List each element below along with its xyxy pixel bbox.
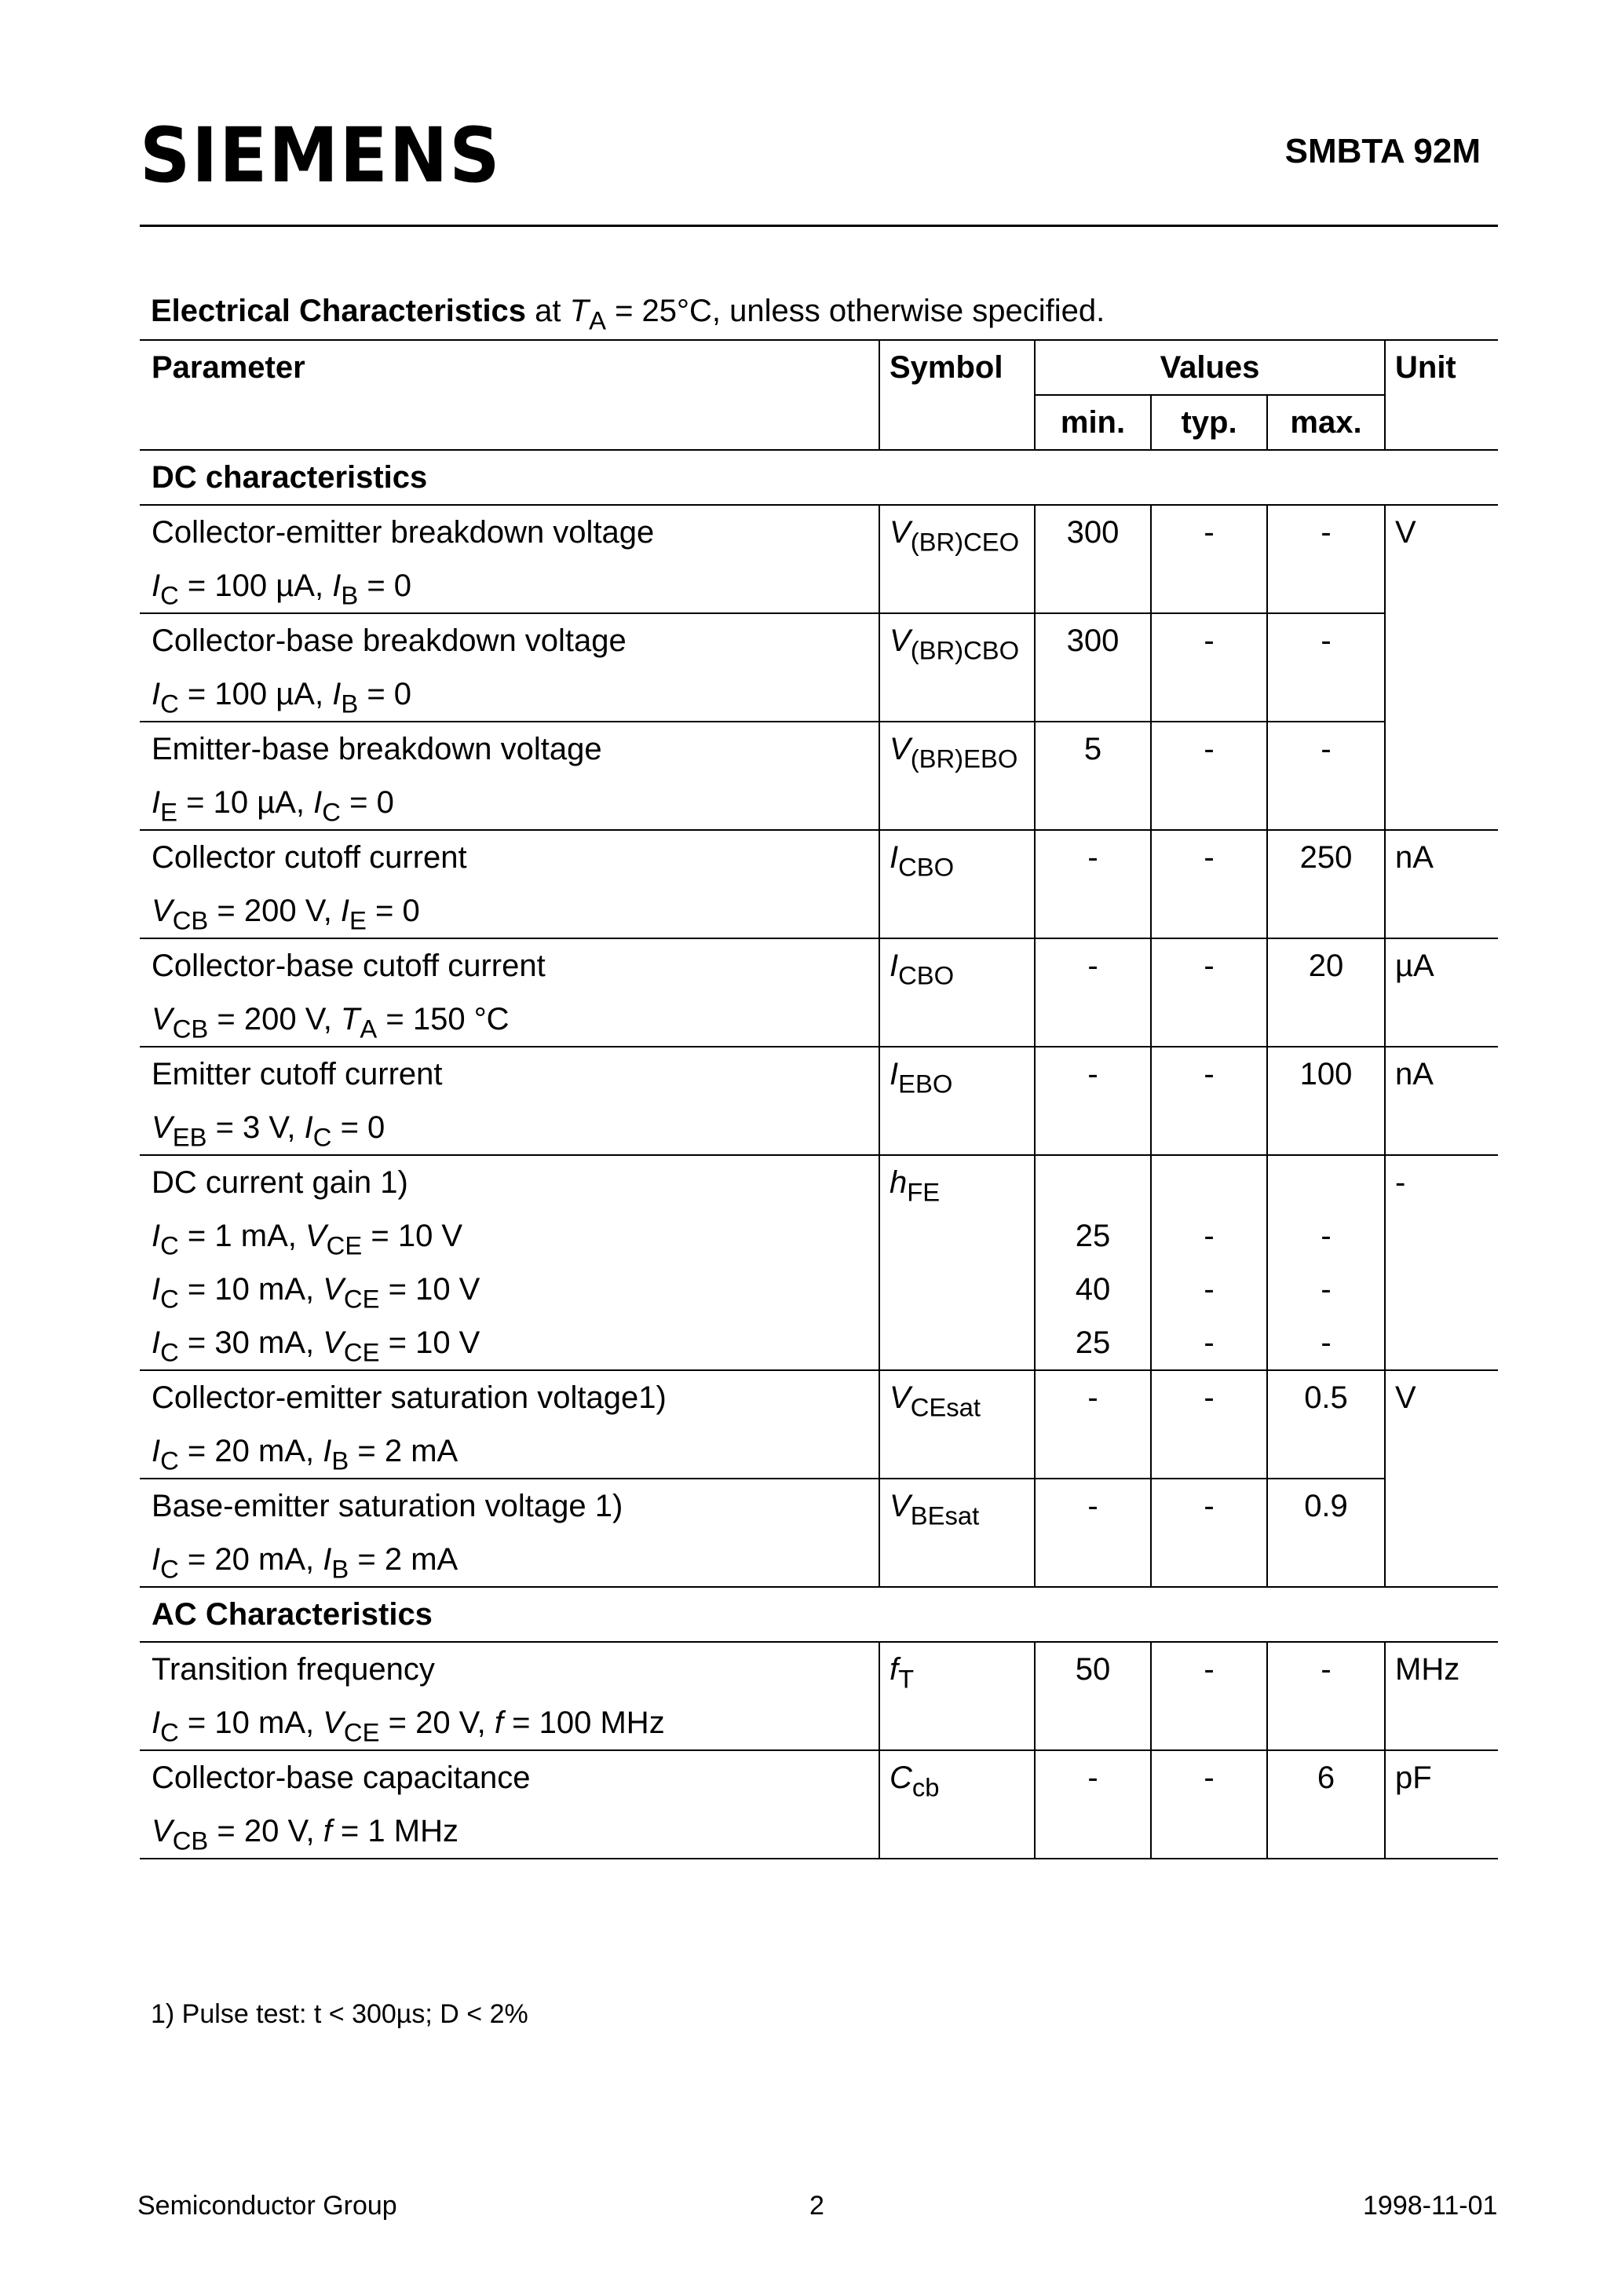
test-condition xyxy=(152,1696,879,1749)
col-header-values: Values xyxy=(1035,340,1385,395)
max-cell xyxy=(1267,1479,1385,1587)
text-part: (BR)CBO xyxy=(910,635,1020,665)
typ-cell xyxy=(1151,1047,1267,1155)
table-row xyxy=(140,1642,1498,1750)
max-cell xyxy=(1267,1750,1385,1859)
text-part: CB xyxy=(172,1826,209,1855)
text-part: = 200 V, xyxy=(208,894,341,928)
typ-value: - xyxy=(1204,1057,1215,1091)
text-part: = 20 V, xyxy=(208,1814,323,1848)
unit-cell: MHz xyxy=(1385,1642,1498,1750)
symbol-cell xyxy=(879,722,1035,830)
text-part: T xyxy=(898,1664,915,1694)
max-value: 20 xyxy=(1308,949,1344,983)
text-part: = 10 mA, xyxy=(178,1706,323,1740)
electrical-characteristics-table xyxy=(140,339,1498,1859)
header-divider xyxy=(140,225,1498,227)
test-condition xyxy=(152,776,879,829)
symbol xyxy=(890,1047,1034,1101)
parameter-name: Collector-base breakdown voltage xyxy=(152,623,627,658)
min-cell xyxy=(1035,505,1151,613)
text-part: = 1 MHz xyxy=(331,1814,458,1848)
text-part: C xyxy=(160,1717,179,1747)
text-part: f xyxy=(494,1706,504,1740)
text-part: CBO xyxy=(898,960,955,990)
max-value: - xyxy=(1321,515,1332,550)
parameter-name: Collector cutoff current xyxy=(152,840,467,875)
text-part: = 10 V xyxy=(379,1325,480,1360)
text-part: I xyxy=(323,1542,332,1577)
table-row xyxy=(140,938,1498,1047)
text-part: CB xyxy=(172,905,209,935)
symbol-cell xyxy=(879,830,1035,938)
text-part: V xyxy=(890,1489,911,1523)
caption-bold: Electrical Characteristics xyxy=(151,294,527,328)
text-part: = 0 xyxy=(358,677,412,711)
parameter-cell xyxy=(140,1642,879,1750)
text-part: CE xyxy=(343,1284,380,1314)
typ-value: - xyxy=(1204,1489,1215,1523)
test-condition xyxy=(152,1101,879,1154)
typ-value: - xyxy=(1204,1272,1215,1307)
text-part: h xyxy=(890,1165,908,1200)
text-part: CBO xyxy=(898,852,955,882)
min-value: - xyxy=(1087,1057,1098,1091)
caption-post: = 25°C, unless otherwise specified. xyxy=(605,294,1105,328)
col-header-max: max. xyxy=(1267,395,1385,450)
max-value: - xyxy=(1321,1272,1332,1307)
text-part: = 10 mA, xyxy=(178,1272,323,1307)
min-cell xyxy=(1035,613,1151,722)
min-value: 40 xyxy=(1075,1272,1111,1307)
text-part: = 10 µA, xyxy=(177,785,314,820)
min-value: 300 xyxy=(1066,623,1120,658)
min-cell xyxy=(1035,1750,1151,1859)
max-cell xyxy=(1267,938,1385,1047)
min-cell xyxy=(1035,938,1151,1047)
parameter-cell xyxy=(140,1479,879,1587)
text-part: CE xyxy=(343,1337,380,1367)
text-part: C xyxy=(160,1284,179,1314)
unit-cell: - xyxy=(1385,1155,1498,1370)
table-row xyxy=(140,505,1498,613)
min-value: - xyxy=(1087,949,1098,983)
typ-cell xyxy=(1151,505,1267,613)
max-cell xyxy=(1267,1370,1385,1479)
text-part: = 0 xyxy=(366,894,420,928)
max-cell xyxy=(1267,1047,1385,1155)
text-part: = 150 °C xyxy=(377,1002,510,1036)
max-value: - xyxy=(1321,1325,1332,1360)
text-part: V xyxy=(890,623,911,658)
text-part: = 30 mA, xyxy=(178,1325,323,1360)
text-part: f xyxy=(890,1652,899,1687)
col-header-symbol: Symbol xyxy=(879,340,1035,450)
test-condition xyxy=(152,667,879,721)
text-part: I xyxy=(304,1110,313,1145)
max-value: - xyxy=(1321,1219,1332,1253)
text-part: C xyxy=(312,1122,332,1152)
siemens-logo: SIEMENS xyxy=(140,112,502,199)
text-part: C xyxy=(160,580,179,610)
ac-section-row xyxy=(140,1587,1498,1642)
min-value: - xyxy=(1087,1489,1098,1523)
parameter-cell xyxy=(140,1047,879,1155)
text-part: C xyxy=(160,1337,179,1367)
unit-cell: V xyxy=(1385,505,1498,830)
text-part: V xyxy=(305,1219,327,1253)
text-part: = 10 V xyxy=(379,1272,480,1307)
min-value: - xyxy=(1087,1380,1098,1415)
text-part: I xyxy=(340,894,350,928)
typ-value: - xyxy=(1204,1219,1215,1253)
col-header-parameter: Parameter xyxy=(140,340,879,450)
symbol-cell xyxy=(879,938,1035,1047)
min-cell xyxy=(1035,1370,1151,1479)
symbol xyxy=(890,1751,1034,1804)
text-part: I xyxy=(152,569,161,603)
parameter-name: DC current gain 1) xyxy=(152,1165,408,1200)
min-cell xyxy=(1035,830,1151,938)
typ-value: - xyxy=(1204,623,1215,658)
text-part: V xyxy=(152,894,173,928)
typ-cell xyxy=(1151,1642,1267,1750)
footer-page-number: 2 xyxy=(809,2191,824,2221)
min-cell xyxy=(1035,1047,1151,1155)
text-part: cb xyxy=(911,1772,940,1802)
typ-cell xyxy=(1151,613,1267,722)
typ-value: - xyxy=(1204,840,1215,875)
text-part: = 100 MHz xyxy=(503,1706,665,1740)
dc-section-row xyxy=(140,450,1498,505)
max-value: - xyxy=(1321,623,1332,658)
text-part: A xyxy=(360,1014,378,1044)
typ-cell xyxy=(1151,1155,1267,1370)
text-part: BEsat xyxy=(910,1501,980,1530)
text-part: C xyxy=(160,689,179,718)
min-cell xyxy=(1035,1479,1151,1587)
parameter-name: Collector-emitter saturation voltage1) xyxy=(152,1380,667,1415)
text-part: V xyxy=(323,1706,344,1740)
typ-value: - xyxy=(1204,1380,1215,1415)
table-row xyxy=(140,1479,1498,1587)
typ-value xyxy=(1152,1156,1266,1209)
text-part: V xyxy=(890,515,911,550)
col-header-typ: typ. xyxy=(1151,395,1267,450)
min-value: - xyxy=(1087,840,1098,875)
parameter-cell xyxy=(140,1750,879,1859)
unit-cell: µA xyxy=(1385,938,1498,1047)
text-part: I xyxy=(152,785,161,820)
min-cell xyxy=(1035,1642,1151,1750)
max-value: 100 xyxy=(1299,1057,1353,1091)
text-part: V xyxy=(323,1325,344,1360)
text-part: = 20 mA, xyxy=(178,1434,323,1468)
unit-cell: V xyxy=(1385,1370,1498,1587)
symbol xyxy=(890,939,1034,993)
text-part: EBO xyxy=(898,1069,953,1099)
parameter-name: Collector-base cutoff current xyxy=(152,949,546,983)
min-value: 5 xyxy=(1083,732,1102,766)
text-part: = 0 xyxy=(340,785,394,820)
parameter-cell xyxy=(140,1155,879,1370)
unit-cell: nA xyxy=(1385,1047,1498,1155)
max-value xyxy=(1268,1156,1384,1209)
max-cell xyxy=(1267,1642,1385,1750)
table-row xyxy=(140,1155,1498,1370)
table-row xyxy=(140,613,1498,722)
max-cell xyxy=(1267,1155,1385,1370)
text-part: I xyxy=(152,677,161,711)
text-part: CEsat xyxy=(910,1392,981,1422)
min-value: 50 xyxy=(1075,1652,1111,1687)
text-part: V xyxy=(890,732,911,766)
text-part: = 3 V, xyxy=(206,1110,305,1145)
text-part: B xyxy=(331,1446,349,1475)
text-part: = 100 µA, xyxy=(178,569,333,603)
max-value: 0.9 xyxy=(1304,1489,1348,1523)
part-number: SMBTA 92M xyxy=(1284,132,1481,170)
text-part: I xyxy=(152,1325,161,1360)
table-row xyxy=(140,830,1498,938)
typ-cell xyxy=(1151,722,1267,830)
text-part: V xyxy=(890,1380,911,1415)
text-part: C xyxy=(322,797,341,827)
footer-left: Semiconductor Group xyxy=(137,2191,397,2221)
parameter-name: Collector-base capacitance xyxy=(152,1760,531,1795)
text-part: EB xyxy=(172,1122,207,1152)
text-part: CB xyxy=(172,1014,209,1044)
text-part: I xyxy=(323,1434,332,1468)
text-part: V xyxy=(152,1002,173,1036)
text-part: I xyxy=(152,1706,161,1740)
text-part: = 20 V, xyxy=(379,1706,495,1740)
text-part: = 0 xyxy=(331,1110,385,1145)
max-value: - xyxy=(1321,1652,1332,1687)
text-part: = 200 V, xyxy=(208,1002,341,1036)
test-condition xyxy=(152,1209,879,1263)
symbol xyxy=(890,722,1034,776)
col-header-unit: Unit xyxy=(1385,340,1498,450)
typ-value: - xyxy=(1204,1652,1215,1687)
ac-section-title: AC Characteristics xyxy=(140,1587,1498,1642)
typ-cell xyxy=(1151,1370,1267,1479)
parameter-cell xyxy=(140,722,879,830)
max-cell xyxy=(1267,830,1385,938)
symbol xyxy=(890,1371,1034,1424)
text-part: I xyxy=(152,1542,161,1577)
dc-section-title: DC characteristics xyxy=(140,450,1498,505)
typ-cell xyxy=(1151,830,1267,938)
test-condition xyxy=(152,1263,879,1316)
header-row-1 xyxy=(140,340,1498,395)
text-part: f xyxy=(323,1814,332,1848)
min-cell xyxy=(1035,1155,1151,1370)
text-part: (BR)EBO xyxy=(910,744,1018,773)
text-part: = 100 µA, xyxy=(178,677,333,711)
text-part: I xyxy=(313,785,323,820)
text-part: E xyxy=(349,905,367,935)
unit-cell: pF xyxy=(1385,1750,1498,1859)
typ-cell xyxy=(1151,938,1267,1047)
text-part: = 0 xyxy=(358,569,412,603)
parameter-cell xyxy=(140,613,879,722)
symbol-cell xyxy=(879,505,1035,613)
symbol-cell xyxy=(879,1370,1035,1479)
table-row xyxy=(140,1750,1498,1859)
max-cell xyxy=(1267,722,1385,830)
max-value: 250 xyxy=(1299,840,1353,875)
test-condition xyxy=(152,1316,879,1369)
parameter-cell xyxy=(140,505,879,613)
parameter-cell xyxy=(140,938,879,1047)
table-row xyxy=(140,722,1498,830)
text-part: = 2 mA xyxy=(349,1434,458,1468)
text-part: = 1 mA, xyxy=(178,1219,305,1253)
text-part: I xyxy=(890,840,899,875)
text-part: E xyxy=(160,797,178,827)
typ-value: - xyxy=(1204,949,1215,983)
test-condition xyxy=(152,559,879,612)
text-part: I xyxy=(332,569,342,603)
typ-value: - xyxy=(1204,515,1215,550)
col-header-min: min. xyxy=(1035,395,1151,450)
text-part: C xyxy=(890,1760,912,1795)
symbol xyxy=(890,506,1034,559)
test-condition xyxy=(152,1424,879,1478)
text-part: CE xyxy=(326,1230,363,1260)
footnote: 1) Pulse test: t < 300µs; D < 2% xyxy=(151,1999,528,2029)
symbol xyxy=(890,831,1034,884)
min-value: 300 xyxy=(1066,515,1120,550)
typ-value: - xyxy=(1204,1760,1215,1795)
min-value: 25 xyxy=(1075,1325,1111,1360)
min-value xyxy=(1036,1156,1150,1209)
text-part: CE xyxy=(343,1717,380,1747)
text-part: B xyxy=(341,580,359,610)
text-part: C xyxy=(160,1446,179,1475)
symbol xyxy=(890,614,1034,667)
symbol-cell xyxy=(879,613,1035,722)
text-part: I xyxy=(152,1219,161,1253)
typ-cell xyxy=(1151,1479,1267,1587)
max-cell xyxy=(1267,613,1385,722)
table-row xyxy=(140,1047,1498,1155)
symbol-cell xyxy=(879,1479,1035,1587)
typ-cell xyxy=(1151,1750,1267,1859)
text-part: I xyxy=(890,1057,899,1091)
text-part: I xyxy=(152,1272,161,1307)
caption-subscript: A xyxy=(589,305,606,335)
text-part: I xyxy=(152,1434,161,1468)
symbol-cell xyxy=(879,1642,1035,1750)
caption-pre: at xyxy=(526,294,570,328)
text-part: = 10 V xyxy=(362,1219,463,1253)
symbol xyxy=(890,1479,1034,1533)
max-value: 0.5 xyxy=(1304,1380,1348,1415)
parameter-cell xyxy=(140,1370,879,1479)
max-value: 6 xyxy=(1317,1760,1335,1795)
typ-value: - xyxy=(1204,1325,1215,1360)
parameter-name: Transition frequency xyxy=(152,1652,435,1687)
table-row xyxy=(140,1370,1498,1479)
caption-symbol: T xyxy=(569,294,590,328)
max-value: - xyxy=(1321,732,1332,766)
max-cell xyxy=(1267,505,1385,613)
parameter-name: Emitter-base breakdown voltage xyxy=(152,732,602,766)
text-part: I xyxy=(890,949,899,983)
text-part: C xyxy=(160,1230,179,1260)
text-part: = 2 mA xyxy=(349,1542,458,1577)
text-part: I xyxy=(332,677,342,711)
symbol xyxy=(890,1643,1034,1696)
symbol-cell xyxy=(879,1750,1035,1859)
text-part: C xyxy=(160,1554,179,1584)
test-condition xyxy=(152,1804,879,1858)
min-value: - xyxy=(1087,1760,1098,1795)
unit-cell: nA xyxy=(1385,830,1498,938)
text-part: V xyxy=(323,1272,344,1307)
min-cell xyxy=(1035,722,1151,830)
text-part: FE xyxy=(907,1177,941,1207)
test-condition xyxy=(152,993,879,1046)
text-part: B xyxy=(331,1554,349,1584)
text-part: B xyxy=(341,689,359,718)
typ-value: - xyxy=(1204,732,1215,766)
parameter-name: Collector-emitter breakdown voltage xyxy=(152,515,655,550)
text-part: T xyxy=(340,1002,360,1036)
symbol-cell xyxy=(879,1155,1035,1370)
parameter-name: Emitter cutoff current xyxy=(152,1057,443,1091)
table-caption xyxy=(151,294,1105,335)
text-part: = 20 mA, xyxy=(178,1542,323,1577)
min-value: 25 xyxy=(1075,1219,1111,1253)
symbol-cell xyxy=(879,1047,1035,1155)
test-condition xyxy=(152,884,879,938)
text-part: V xyxy=(152,1110,173,1145)
parameter-name: Base-emitter saturation voltage 1) xyxy=(152,1489,623,1523)
test-condition xyxy=(152,1533,879,1586)
symbol xyxy=(890,1156,1034,1209)
text-part: (BR)CEO xyxy=(910,527,1020,557)
footer-date: 1998-11-01 xyxy=(1363,2191,1498,2221)
parameter-cell xyxy=(140,830,879,938)
text-part: V xyxy=(152,1814,173,1848)
